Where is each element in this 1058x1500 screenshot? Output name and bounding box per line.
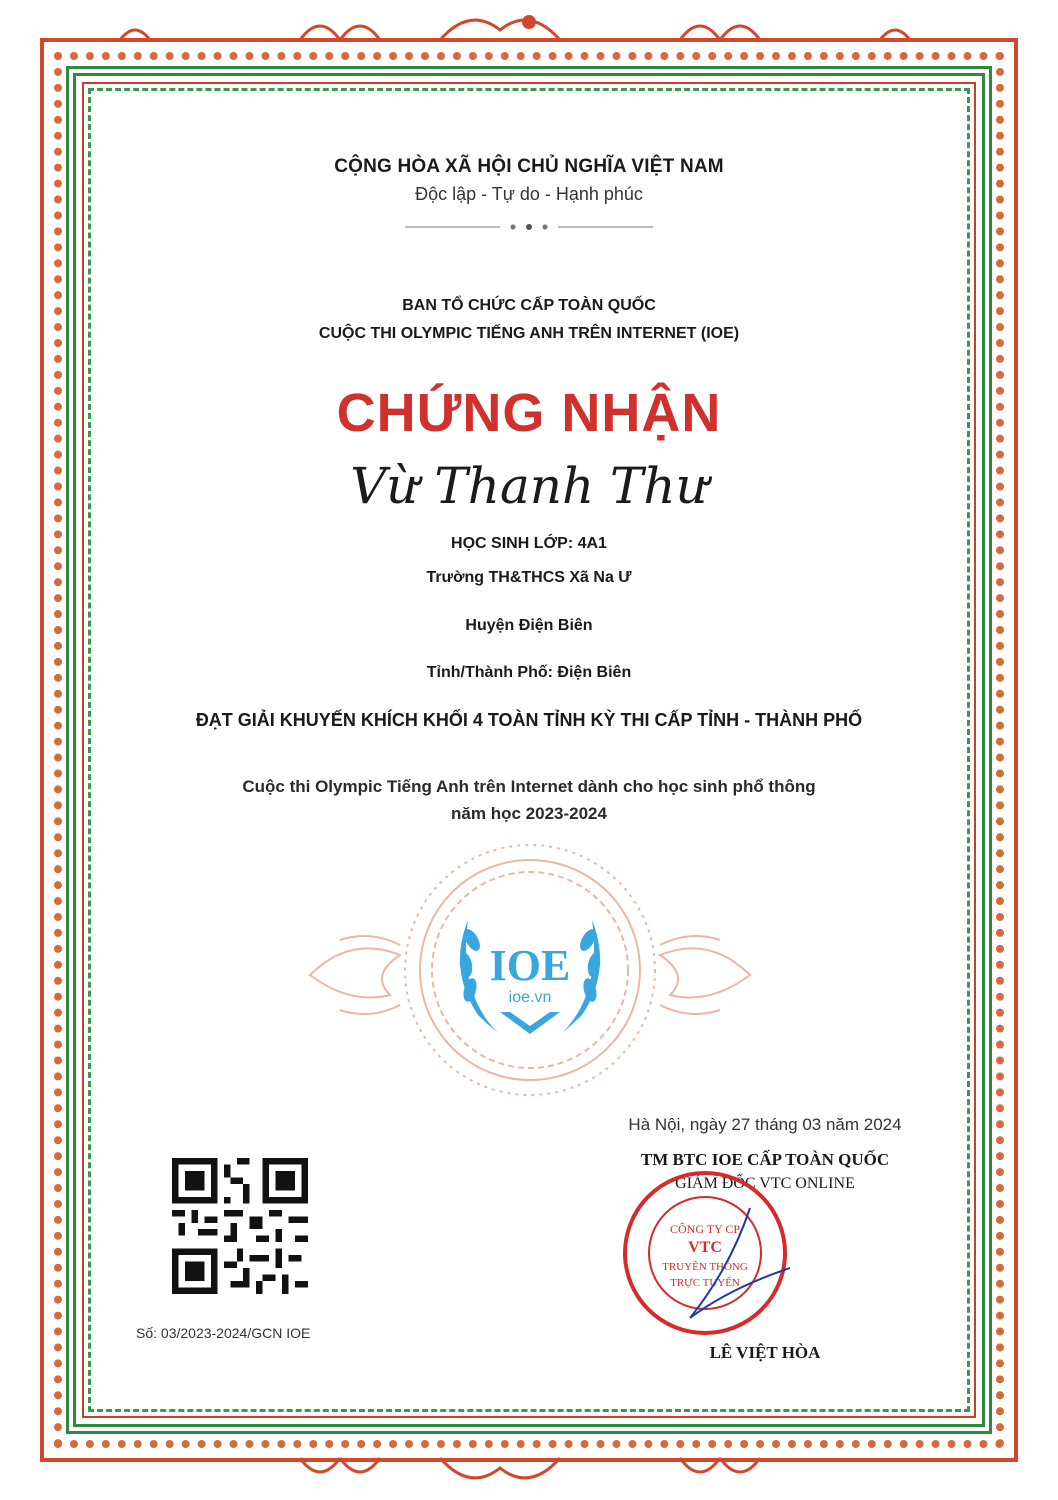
issue-date: Hà Nội, ngày 27 tháng 03 năm 2024 [628, 1115, 902, 1134]
organizer-line1: BAN TỔ CHỨC CẤP TOÀN QUỐC [402, 297, 656, 314]
contest-description: Cuộc thi Olympic Tiếng Anh trên Internet dành cho học sinh phổ thông [242, 777, 816, 796]
star-divider-icon [405, 224, 653, 230]
seal-name: VTC [688, 1239, 722, 1256]
company-seal-icon [620, 1168, 790, 1338]
bottom-ornament-icon [0, 1440, 1058, 1500]
province-name: Tỉnh/Thành Phố: Điện Biên [426, 664, 632, 681]
school-name: Trường TH&THCS Xã Na Ư [426, 569, 632, 586]
emblem-logo-sub: ioe.vn [508, 989, 552, 1006]
qr-code-icon[interactable] [172, 1158, 308, 1294]
seal-line2: TRỰC TUYẾN [670, 1277, 740, 1289]
nation-title: CỘNG HÒA XÃ HỘI CHỦ NGHĨA VIỆT NAM [334, 156, 724, 177]
emblem-logo-text: IOE [489, 941, 571, 990]
seal-company: CÔNG TY CP [669, 1222, 741, 1236]
organizer-line2: CUỘC THI OLYMPIC TIẾNG ANH TRÊN INTERNET (IOE) [318, 325, 740, 342]
award-text: ĐẠT GIẢI KHUYẾN KHÍCH KHỐI 4 TOÀN TỈNH KỲ THI CẤP TỈNH - THÀNH PHỐ [195, 710, 863, 730]
district-name: Huyện Điện Biên [465, 617, 593, 634]
seal-line1: TRUYỀN THÔNG [662, 1261, 748, 1273]
certificate-serial: Số: 03/2023-2024/GCN IOE [136, 1325, 311, 1341]
school-year: năm học 2023-2024 [451, 804, 607, 823]
signer-name: LÊ VIỆT HÒA [709, 1343, 821, 1362]
recipient-name: Vừ Thanh Thư [350, 457, 708, 515]
student-class: HỌC SINH LỚP: 4A1 [451, 535, 607, 552]
signer-organization: TM BTC IOE CẤP TOÀN QUỐC [640, 1150, 890, 1169]
certificate-title: CHỨNG NHẬN [336, 383, 722, 443]
top-ornament-icon [0, 0, 1058, 60]
national-motto: Độc lập - Tự do - Hạnh phúc [415, 184, 643, 204]
ioe-emblem-icon [300, 840, 760, 1110]
signer-role: GIÁM ĐỐC VTC ONLINE [675, 1175, 855, 1192]
